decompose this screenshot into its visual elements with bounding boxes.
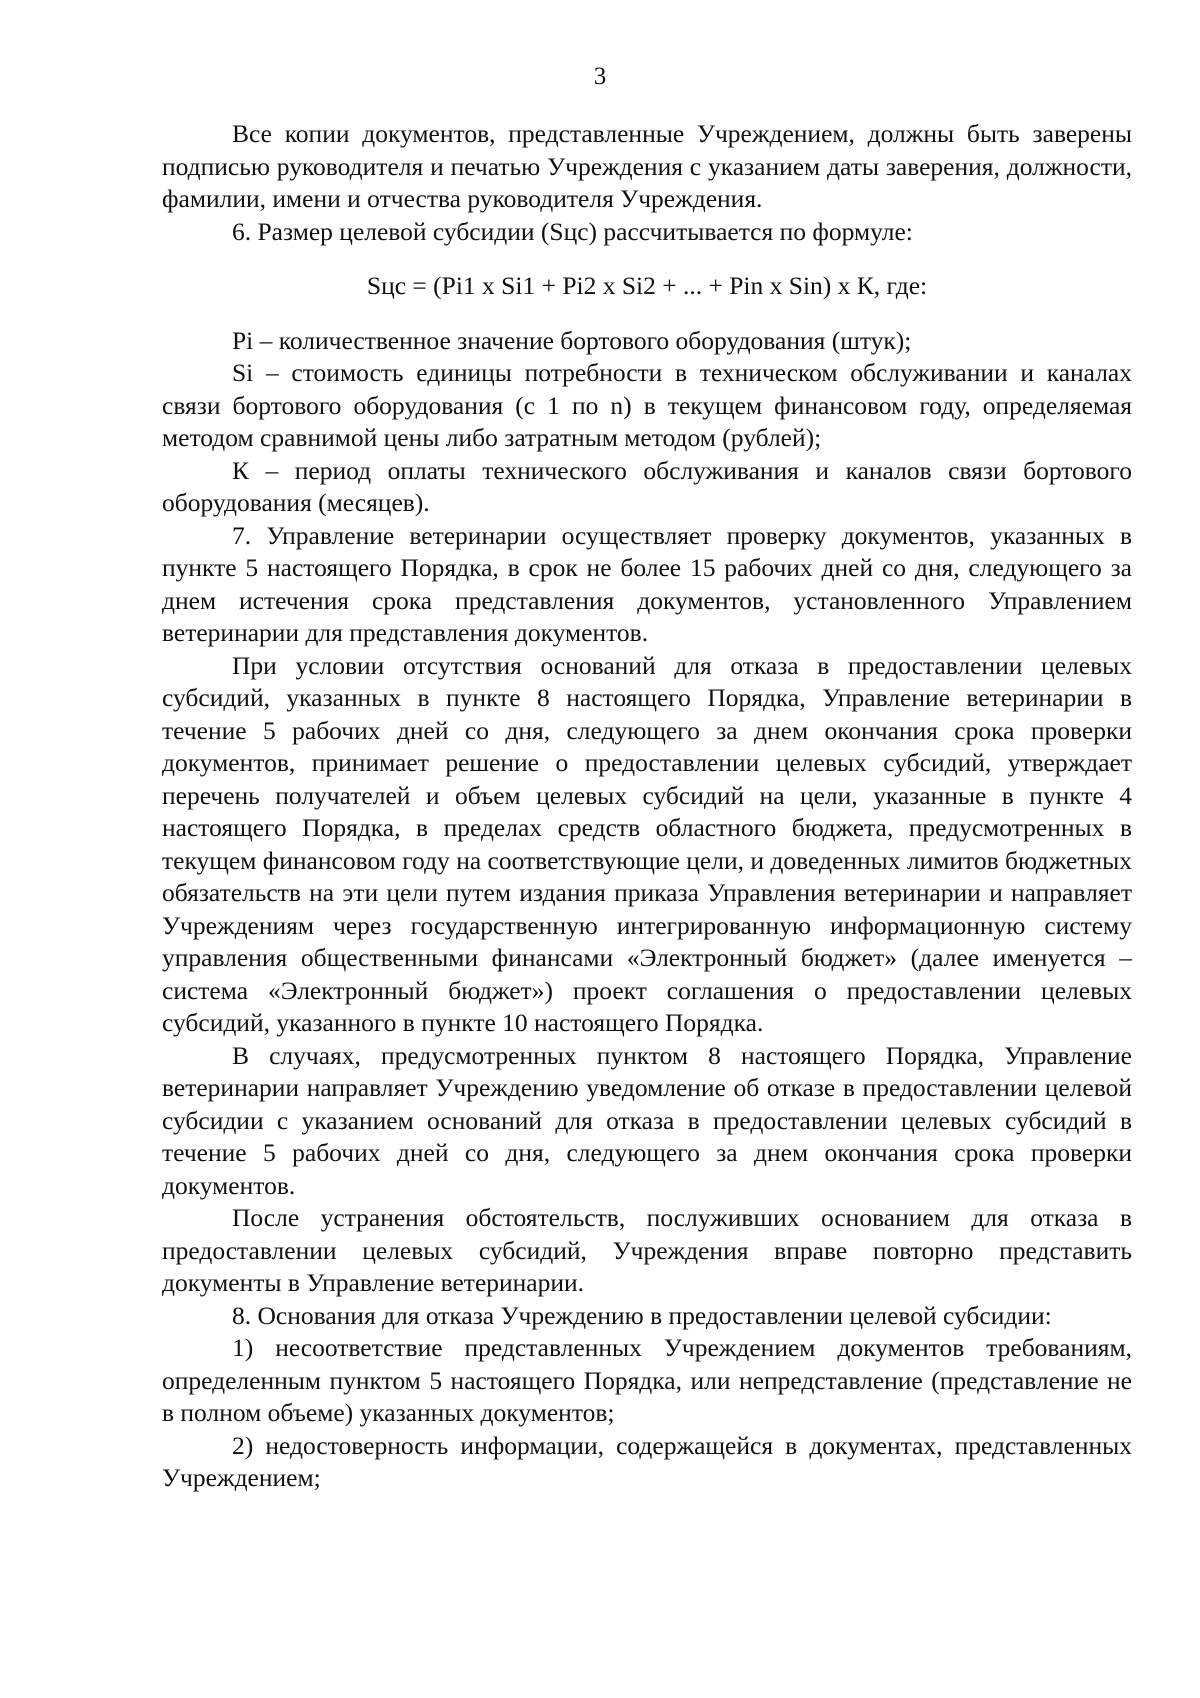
paragraph-item-7: 7. Управление ветеринарии осуществляет проверку документов, указанных в пункте 5 настоящего Порядка, в срок не более 15 рабочих дней со дня, следующего за днем истечения срока представления документов, установленного Управлением ветеринарии для представления документов. bbox=[162, 520, 1132, 647]
definition-pi: Pi – количественное значение бортового оборудования (штук); bbox=[232, 325, 912, 355]
paragraph-item-8: 8. Основания для отказа Учреждению в предоставлении целевой субсидии: bbox=[232, 1300, 1052, 1330]
page-number: 3 bbox=[593, 63, 607, 90]
paragraph-item-8-2: 2) недостоверность информации, содержащейся в документах, представленных Учреждением; bbox=[162, 1430, 1132, 1492]
paragraph-refusal-notice: В случаях, предусмотренных пунктом 8 настоящего Порядка, Управление ветеринарии направляет Учреждению уведомление об отказе в предоставлении целевой субсидии с указанием оснований для отказа в предоставлении целевых субсидий в течение 5 рабочих дней со дня, следующего за днем окончания срока проверки документов. bbox=[162, 1040, 1132, 1200]
paragraph-decision: При условии отсутствия оснований для отказа в предоставлении целевых субсидий, указанных в пункте 8 настоящего Порядка, Управление ветеринарии в течение 5 рабочих дней со дня, следующего за днем окончания срока проверки документов, принимает решение о предоставлении целевых субсидий, утверждает перечень получателей и объем целевых субсидий на цели, указанные в пункте 4 настоящего Порядка, в пределах средств областного бюджета, предусмотренных в текущем финансовом году на соответствующие цели, и доведенных лимитов бюджетных обязательств на эти цели путем издания приказа Управления ветеринарии и направляет Учреждениям через государственную интегрированную информационную систему управления общественными финансами «Электронный бюджет» (далее именуется – система «Электронный бюджет») проект соглашения о предоставлении целевых субсидий, указанного в пункте 10 настоящего Порядка. bbox=[162, 650, 1132, 1037]
paragraph-item-6: 6. Размер целевой субсидии (Sцс) рассчитывается по формуле: bbox=[232, 216, 913, 246]
subsidy-formula: Sцс = (Pi1 x Si1 + Pi2 x Si2 + ... + Pin x Sin) x К, где: bbox=[366, 271, 928, 300]
document-body bbox=[162, 118, 1132, 1495]
definition-si: Si – стоимость единицы потребности в техническом обслуживании и каналах связи бортового оборудования (с 1 по n) в текущем финансовом году, определяемая методом сравнимой цены либо затратным методом (рублей); bbox=[162, 358, 1132, 452]
definition-k: К – период оплаты технического обслуживания и каналов связи бортового оборудования (месяцев). bbox=[162, 455, 1132, 517]
paragraph-copies-certification: Все копии документов, представленные Учреждением, должны быть заверены подписью руководителя и печатью Учреждения с указанием даты заверения, должности, фамилии, имени и отчества руководителя Учреждения. bbox=[162, 119, 1132, 213]
paragraph-item-8-1: 1) несоответствие представленных Учреждением документов требованиям, определенным пунктом 5 настоящего Порядка, или непредставление (представление не в полном объеме) указанных документов; bbox=[162, 1333, 1132, 1427]
paragraph-resubmission: После устранения обстоятельств, послуживших основанием для отказа в предоставлении целевых субсидий, Учреждения вправе повторно представить документы в Управление ветеринарии. bbox=[162, 1203, 1132, 1297]
